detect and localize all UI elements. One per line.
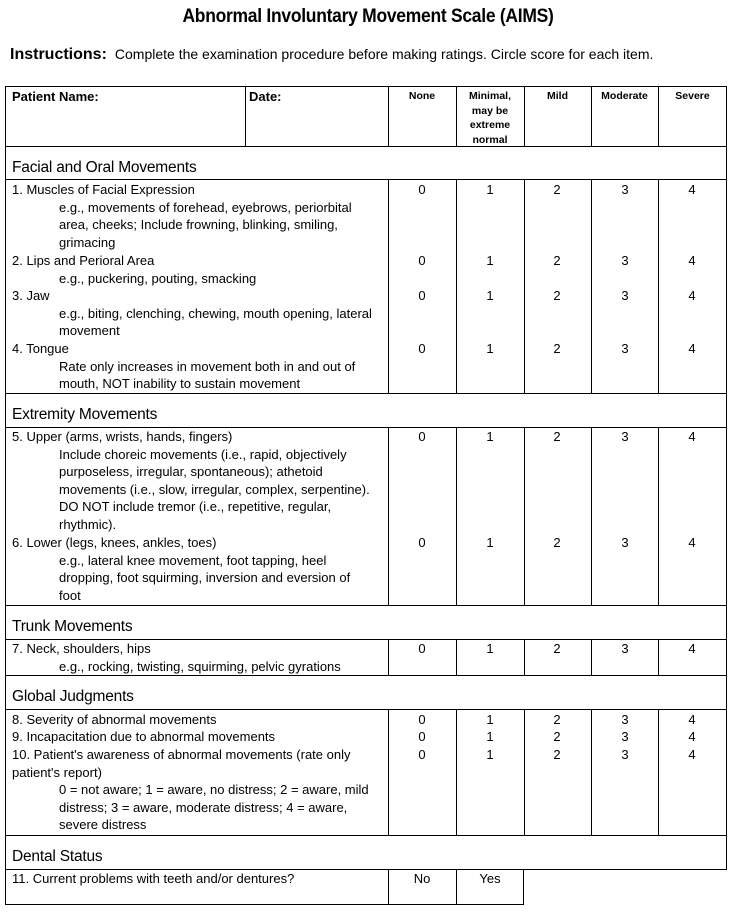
page-title: Abnormal Involuntary Movement Scale (AIMS) xyxy=(182,6,554,27)
score-option[interactable]: 1 xyxy=(486,288,494,303)
col-severe: Severe xyxy=(675,90,710,102)
score-option[interactable]: 4 xyxy=(688,712,696,727)
score-option[interactable]: 2 xyxy=(553,641,561,656)
col-none: None xyxy=(408,90,436,102)
score-option[interactable]: 4 xyxy=(688,747,696,762)
score-option[interactable]: 4 xyxy=(688,535,696,550)
score-option[interactable]: 3 xyxy=(621,641,629,656)
instructions-text: Complete the examination procedure before making ratings. Circle score for each item. xyxy=(114,46,654,62)
score-option[interactable]: 2 xyxy=(553,341,561,356)
instructions xyxy=(10,46,653,64)
score-option[interactable]: 0 xyxy=(418,712,426,727)
score-option[interactable]: 1 xyxy=(486,429,494,444)
score-option[interactable]: 1 xyxy=(486,747,494,762)
score-option[interactable]: 3 xyxy=(621,535,629,550)
score-option[interactable]: 2 xyxy=(553,253,561,268)
col-moderate: Moderate xyxy=(601,90,648,102)
score-option[interactable]: 0 xyxy=(418,429,426,444)
score-option[interactable]: 0 xyxy=(418,535,426,550)
item-10: 10. Patient's awareness of abnormal movements (rate only patient's report) 0 = not aware; 1 = aware, no distress; 2 = aware, mild distress; 3 = aware, moderate distress; 4 = aware, severe distress xyxy=(12,747,369,833)
score-option[interactable]: 3 xyxy=(621,341,629,356)
score-option[interactable]: 1 xyxy=(486,729,494,744)
score-option[interactable]: 2 xyxy=(553,747,561,762)
item-5: 5. Upper (arms, wrists, hands, fingers) Include choreic movements (i.e., rapid, objectively purposeless, irregular, spontaneous); athetoid movements (i.e., slow, irregular, complex, serpentine). DO NOT include tremor (i.e., repetitive, regular, rhythmic). xyxy=(12,429,370,532)
score-option[interactable]: 4 xyxy=(688,429,696,444)
item-1: 1. Muscles of Facial Expression e.g., movements of forehead, eyebrows, periorbital area, cheeks; Include frowning, blinking, smiling, grimacing xyxy=(12,182,352,250)
score-option[interactable]: 1 xyxy=(486,535,494,550)
item-2: 2. Lips and Perioral Area e.g., puckering, pouting, smacking xyxy=(12,253,257,286)
item-8: 8. Severity of abnormal movements xyxy=(12,712,217,727)
score-option[interactable]: 1 xyxy=(486,182,494,197)
instructions-label: Instructions: xyxy=(10,46,107,63)
answer-no[interactable]: No xyxy=(413,871,431,886)
date-label: Date: xyxy=(249,89,282,104)
item-7: 7. Neck, shoulders, hips e.g., rocking, twisting, squirming, pelvic gyrations xyxy=(12,641,341,674)
score-option[interactable]: 2 xyxy=(553,729,561,744)
score-option[interactable]: 2 xyxy=(553,288,561,303)
score-option[interactable]: 3 xyxy=(621,182,629,197)
score-option[interactable]: 1 xyxy=(486,712,494,727)
col-minimal: Minimal, may be extreme normal xyxy=(468,90,511,146)
item-6: 6. Lower (legs, knees, ankles, toes) e.g., lateral knee movement, foot tapping, heel dropping, foot squirming, inversion and eversion of foot xyxy=(12,535,351,603)
score-option[interactable]: 3 xyxy=(621,253,629,268)
score-option[interactable]: 1 xyxy=(486,641,494,656)
score-option[interactable]: 2 xyxy=(553,429,561,444)
score-option[interactable]: 3 xyxy=(621,288,629,303)
score-option[interactable]: 3 xyxy=(621,712,629,727)
score-option[interactable]: 0 xyxy=(418,182,426,197)
section-facial: Facial and Oral Movements xyxy=(12,159,197,176)
score-option[interactable]: 4 xyxy=(688,341,696,356)
item-3: 3. Jaw e.g., biting, clenching, chewing, mouth opening, lateral movement xyxy=(12,288,372,339)
score-option[interactable]: 0 xyxy=(418,341,426,356)
score-option[interactable]: 2 xyxy=(553,712,561,727)
answer-yes[interactable]: Yes xyxy=(479,871,501,886)
score-option[interactable]: 4 xyxy=(688,288,696,303)
score-option[interactable]: 3 xyxy=(621,747,629,762)
section-extremity: Extremity Movements xyxy=(12,406,158,423)
score-option[interactable]: 1 xyxy=(486,253,494,268)
score-option[interactable]: 3 xyxy=(621,729,629,744)
section-trunk: Trunk Movements xyxy=(12,618,133,635)
score-option[interactable]: 0 xyxy=(418,641,426,656)
score-option[interactable]: 2 xyxy=(553,535,561,550)
section-global: Global Judgments xyxy=(12,688,134,705)
item-11: 11. Current problems with teeth and/or dentures? xyxy=(12,871,295,886)
score-option[interactable]: 2 xyxy=(553,182,561,197)
patient-name-label: Patient Name: xyxy=(12,89,99,104)
item-9: 9. Incapacitation due to abnormal movements xyxy=(12,729,276,744)
col-mild: Mild xyxy=(547,90,568,102)
item-4: 4. Tongue Rate only increases in movement both in and out of mouth, NOT inability to sustain movement xyxy=(12,341,356,392)
score-option[interactable]: 0 xyxy=(418,747,426,762)
score-option[interactable]: 4 xyxy=(688,729,696,744)
score-option[interactable]: 1 xyxy=(486,341,494,356)
score-option[interactable]: 0 xyxy=(418,253,426,268)
score-option[interactable]: 3 xyxy=(621,429,629,444)
section-dental: Dental Status xyxy=(12,848,103,865)
score-option[interactable]: 0 xyxy=(418,288,426,303)
score-option[interactable]: 4 xyxy=(688,253,696,268)
score-option[interactable]: 0 xyxy=(418,729,426,744)
score-option[interactable]: 4 xyxy=(688,182,696,197)
score-option[interactable]: 4 xyxy=(688,641,696,656)
